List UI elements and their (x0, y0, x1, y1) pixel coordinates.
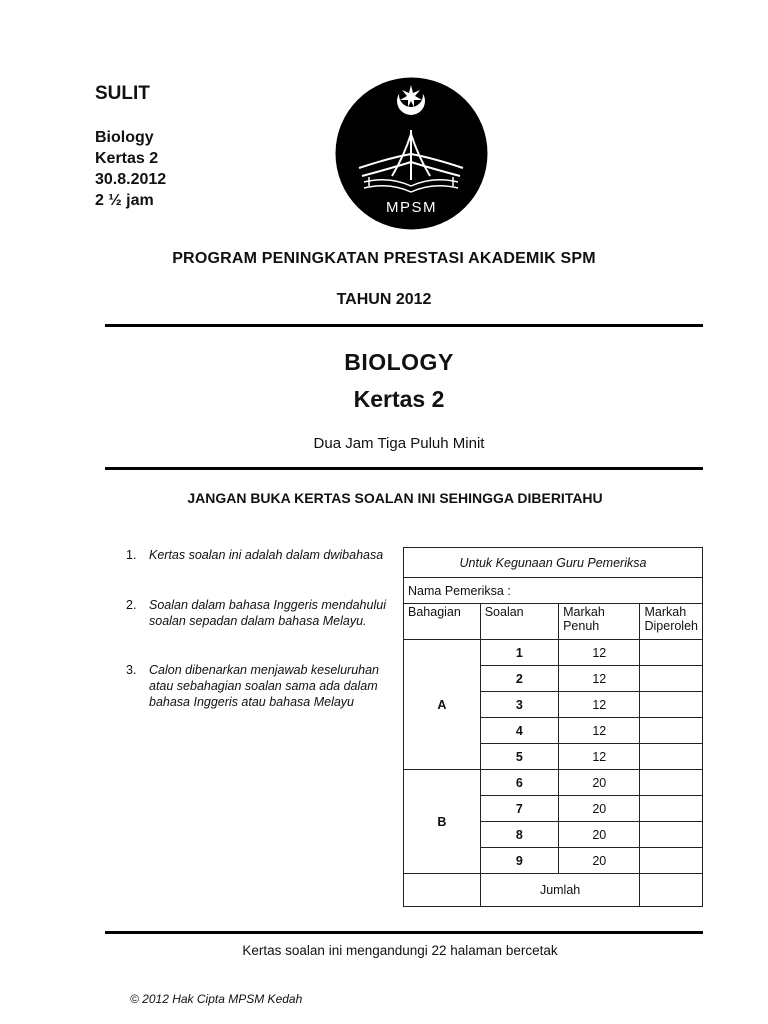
subject-label: Biology (95, 129, 154, 146)
year-title: TAHUN 2012 (336, 291, 432, 308)
obtained-mark-cell (640, 770, 703, 796)
column-header: Soalan (480, 604, 558, 640)
obtained-mark-cell (640, 666, 703, 692)
question-number: 6 (480, 770, 558, 796)
obtained-mark-cell (640, 640, 703, 666)
divider-middle (105, 467, 703, 470)
mpsm-logo (334, 76, 489, 231)
classification-label: SULIT (95, 83, 150, 104)
full-mark: 20 (559, 848, 640, 874)
column-header: Markah Penuh (559, 604, 640, 640)
subject-title: BIOLOGY (344, 349, 454, 375)
obtained-mark-cell (640, 692, 703, 718)
instruction-item (126, 597, 388, 629)
column-header: Markah Diperoleh (640, 604, 703, 640)
examiner-table (403, 547, 703, 907)
full-mark: 12 (559, 718, 640, 744)
question-number: 4 (480, 718, 558, 744)
warning-notice: JANGAN BUKA KERTAS SOALAN INI SEHINGGA DIBERITAHU (187, 490, 603, 506)
date-label: 30.8.2012 (95, 171, 167, 188)
obtained-mark-cell (640, 822, 703, 848)
paper-title: Kertas 2 (353, 386, 445, 412)
page-count-note: Kertas soalan ini mengandungi 22 halaman bercetak (242, 943, 558, 958)
instruction-item (126, 547, 388, 563)
question-number: 5 (480, 744, 558, 770)
total-mark-cell (640, 874, 703, 907)
total-row (404, 874, 703, 907)
instruction-number: 1. (126, 548, 137, 562)
duration-label: 2 ½ jam (95, 192, 154, 209)
examiner-table-title: Untuk Kegunaan Guru Pemeriksa (404, 548, 703, 578)
full-mark: 12 (559, 640, 640, 666)
full-mark: 12 (559, 692, 640, 718)
section-label: B (404, 770, 481, 874)
program-title: PROGRAM PENINGKATAN PRESTASI AKADEMIK SPM (172, 250, 596, 267)
table-row (404, 640, 703, 666)
obtained-mark-cell (640, 744, 703, 770)
instruction-number: 3. (126, 663, 137, 677)
question-number: 3 (480, 692, 558, 718)
paper-label: Kertas 2 (95, 150, 159, 167)
table-row (404, 770, 703, 796)
instruction-number: 2. (126, 598, 137, 612)
divider-bottom (105, 931, 703, 934)
full-mark: 20 (559, 822, 640, 848)
instruction-item (126, 662, 388, 710)
obtained-mark-cell (640, 848, 703, 874)
instruction-text: Soalan dalam bahasa Inggeris mendahului soalan sepadan dalam bahasa Melayu. (149, 598, 386, 628)
full-mark: 20 (559, 770, 640, 796)
examiner-name-field: Nama Pemeriksa : (404, 578, 703, 604)
question-number: 1 (480, 640, 558, 666)
obtained-mark-cell (640, 796, 703, 822)
question-number: 9 (480, 848, 558, 874)
full-mark: 20 (559, 796, 640, 822)
instruction-text: Kertas soalan ini adalah dalam dwibahasa (149, 548, 384, 562)
full-mark: 12 (559, 744, 640, 770)
divider-top (105, 324, 703, 327)
logo-text: MPSM (386, 199, 437, 216)
instruction-text: Calon dibenarkan menjawab keseluruhan atau sebahagian soalan sama ada dalam bahasa Inggeris atau bahasa Melayu (149, 663, 380, 709)
obtained-mark-cell (640, 718, 703, 744)
section-label: A (404, 640, 481, 770)
question-number: 7 (480, 796, 558, 822)
question-number: 8 (480, 822, 558, 848)
total-label: Jumlah (480, 874, 640, 907)
question-number: 2 (480, 666, 558, 692)
full-mark: 12 (559, 666, 640, 692)
duration-title: Dua Jam Tiga Puluh Minit (313, 435, 485, 452)
column-header: Bahagian (404, 604, 481, 640)
copyright-notice: © 2012 Hak Cipta MPSM Kedah (130, 992, 303, 1006)
